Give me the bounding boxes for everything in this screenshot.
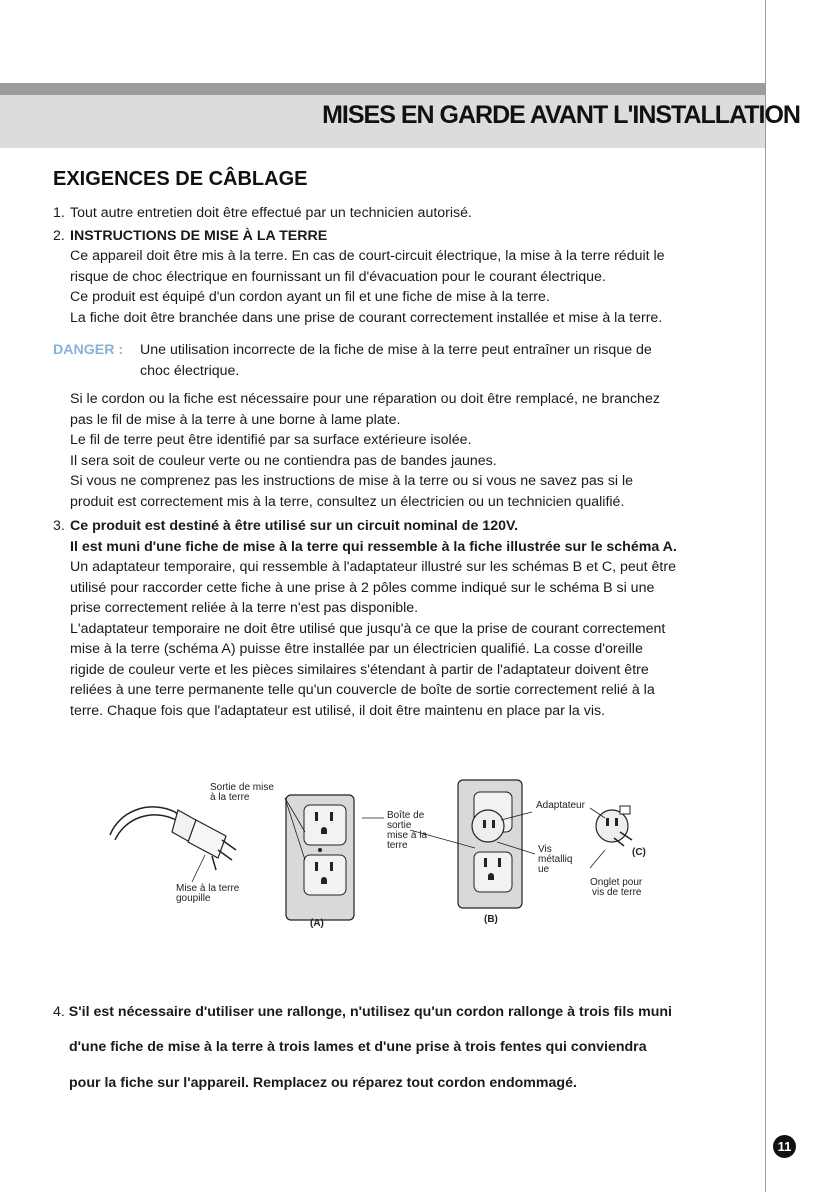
main-content — [53, 203, 743, 721]
label-mise-1: Mise à la terre — [176, 883, 240, 894]
item-4 — [53, 988, 743, 1108]
item-3-line: mise à la terre (schéma A) puisse être installée par un électricien qualifié. La cosse d'oreille — [70, 641, 643, 657]
label-onglet-2: vis de terre — [592, 887, 642, 898]
label-boite-3: mise à la — [387, 830, 428, 841]
item-4-line — [53, 1002, 743, 1023]
page-title: MISES EN GARDE AVANT L'INSTALLATION — [322, 101, 800, 129]
caption-c: (C) — [632, 847, 646, 858]
danger-label: DANGER : — [53, 342, 124, 358]
item-1-number: 1. — [53, 205, 65, 221]
right-margin-rule — [765, 0, 766, 1192]
item-3-line: terre. Chaque fois que l'adaptateur est utilisé, il doit être maintenu en place par la vis. — [70, 702, 606, 719]
item-2-line: Ce appareil doit être mis à la terre. En cas de court-circuit électrique, la mise à la terre réduit le — [70, 248, 665, 264]
item-3-line: Un adaptateur temporaire, qui ressemble à l'adaptateur illustré sur les schémas B et C, peut être — [70, 559, 676, 575]
item-3-line: L'adaptateur temporaire ne doit être utilisé que jusqu'à ce que la prise de courant correctement — [70, 620, 666, 637]
item-3-number: 3. — [53, 518, 65, 534]
danger-para-line: Il sera soit de couleur verte ou ne contiendra pas de bandes jaunes. — [70, 452, 497, 469]
item-3-line: reliées à une terre permanente telle qu'un couvercle de boîte de sortie correctement relié à la — [70, 682, 655, 698]
label-adaptateur: Adaptateur — [536, 800, 585, 811]
label-boite-2: sortie — [387, 820, 412, 831]
adapter-illustration — [596, 806, 632, 846]
danger-para-line: produit est correctement mis à la terre, consultez un électricien ou un technicien qualifié. — [70, 493, 625, 510]
item-2-line: La fiche doit être branchée dans une prise de courant correctement installée et mise à la terre. — [70, 309, 663, 326]
label-vis-2: métalliq — [538, 854, 573, 865]
item-3-line: rigide de couleur verte et les pièces similaires s'étendant à partir de l'adaptateur doivent être — [70, 661, 649, 678]
item-3-bold-line: Ce produit est destiné à être utilisé sur un circuit nominal de 120V. — [70, 518, 519, 534]
item-1-text: Tout autre entretien doit être effectué par un technicien autorisé. — [70, 205, 472, 221]
item-3 — [53, 516, 743, 721]
label-sortie-1: Sortie de mise — [210, 782, 274, 793]
danger-line: choc électrique. — [140, 362, 240, 379]
label-onglet-1: Onglet pour — [590, 877, 643, 888]
item-3-bold-line: Il est muni d'une fiche de mise à la terre qui ressemble à la fiche illustrée sur le schéma A. — [70, 538, 677, 555]
section-title: EXIGENCES DE CÂBLAGE — [53, 168, 308, 190]
danger-line: Une utilisation incorrecte de la fiche de mise à la terre peut entraîner un risque de — [140, 342, 652, 358]
item-2-heading: INSTRUCTIONS DE MISE À LA TERRE — [70, 227, 328, 244]
caption-b: (B) — [484, 914, 498, 925]
grounding-plug-illustration — [110, 807, 236, 870]
label-sortie-2: à la terre — [210, 792, 250, 803]
danger-para-line: Si vous ne comprenez pas les instructions de mise à la terre ou si vous ne savez pas si le — [70, 473, 634, 489]
caption-a: (A) — [310, 918, 324, 929]
grounded-outlet-illustration — [286, 795, 354, 920]
danger-para-line: pas le fil de mise à la terre à une borne à lame plate. — [70, 411, 401, 428]
item-2-line: risque de choc électrique en fournissant un fil d'évacuation pour le courant électrique. — [70, 268, 606, 285]
header-bar — [0, 83, 765, 95]
item-4-number: 4. — [53, 1004, 65, 1021]
item-3-line: prise correctement reliée à la terre n'est pas disponible. — [70, 600, 419, 616]
adapter-outlet-illustration — [458, 780, 522, 908]
item-4-line-3: pour la fiche sur l'appareil. Remplacez ou réparez tout cordon endommagé. — [69, 1074, 577, 1091]
item-3-line: utilisé pour raccorder cette fiche à une prise à 2 pôles comme indiqué sur le schéma B si une — [70, 579, 655, 596]
item-4-line-1: S'il est nécessaire d'utiliser une rallonge, n'utilisez qu'un cordon rallonge à trois fils muni — [68, 1004, 672, 1021]
item-2 — [53, 226, 743, 329]
label-vis-3: ue — [538, 864, 550, 875]
label-boite-4: terre — [387, 840, 408, 851]
danger-para-line: Le fil de terre peut être identifié par sa surface extérieure isolée. — [70, 432, 472, 448]
label-mise-2: goupille — [176, 893, 211, 904]
label-boite-1: Boîte de — [387, 810, 425, 821]
item-2-line: Ce produit est équipé d'un cordon ayant un fil et une fiche de mise à la terre. — [70, 289, 550, 305]
danger-notice — [53, 340, 743, 381]
item-2-number: 2. — [53, 227, 65, 244]
label-vis-1: Vis — [538, 844, 552, 855]
grounding-diagram — [100, 770, 680, 930]
page-number-badge: 11 — [773, 1135, 796, 1158]
item-1 — [53, 203, 743, 224]
danger-paragraph — [53, 389, 743, 512]
item-4-line-2: d'une fiche de mise à la terre à trois lames et d'une prise à trois fentes qui conviendra — [69, 1039, 647, 1056]
danger-para-line: Si le cordon ou la fiche est nécessaire pour une réparation ou doit être remplacé, ne branchez — [70, 391, 660, 407]
